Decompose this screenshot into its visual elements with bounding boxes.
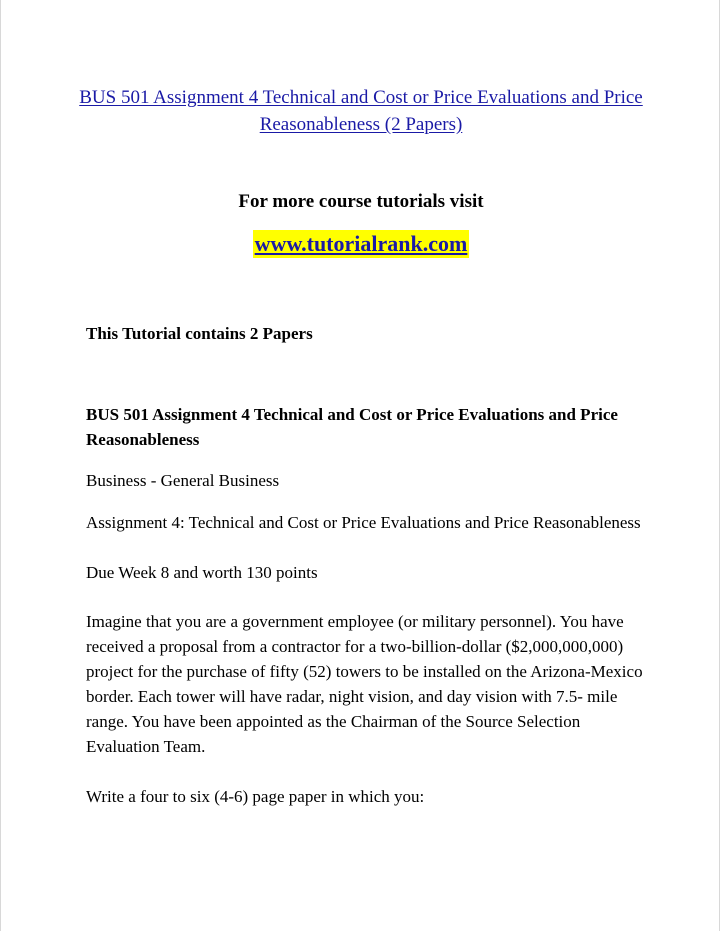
contains-text: This Tutorial contains 2 Papers xyxy=(86,324,313,343)
due-text: Due Week 8 and worth 130 points xyxy=(86,563,318,582)
site-link[interactable]: www.tutorialrank.com xyxy=(254,231,468,256)
title-link[interactable]: BUS 501 Assignment 4 Technical and Cost or Price Evaluations and Price Reasonableness (2 Papers) xyxy=(79,87,643,135)
scenario-paragraph: Imagine that you are a government employee (or military personnel). You have received a proposal from a contractor for a two-billion-dollar ($2,000,000,000) project for the purchase of fifty (52) towers to be installed on the Arizona-Mexico border. Each tower will have radar, night vision, and day vision with 7.5- mile range. You have been appointed as the Chairman of the Source Selection Evaluation Team. xyxy=(86,612,643,756)
site-link-container xyxy=(1,230,720,258)
section-heading: BUS 501 Assignment 4 Technical and Cost or Price Evaluations and Price Reasonableness xyxy=(86,405,618,449)
write-instruction: Write a four to six (4-6) page paper in which you: xyxy=(86,787,425,806)
visit-text: For more course tutorials visit xyxy=(238,191,484,212)
assignment-title: Assignment 4: Technical and Cost or Price Evaluations and Price Reasonableness xyxy=(86,513,641,532)
category-text: Business - General Business xyxy=(86,471,280,490)
